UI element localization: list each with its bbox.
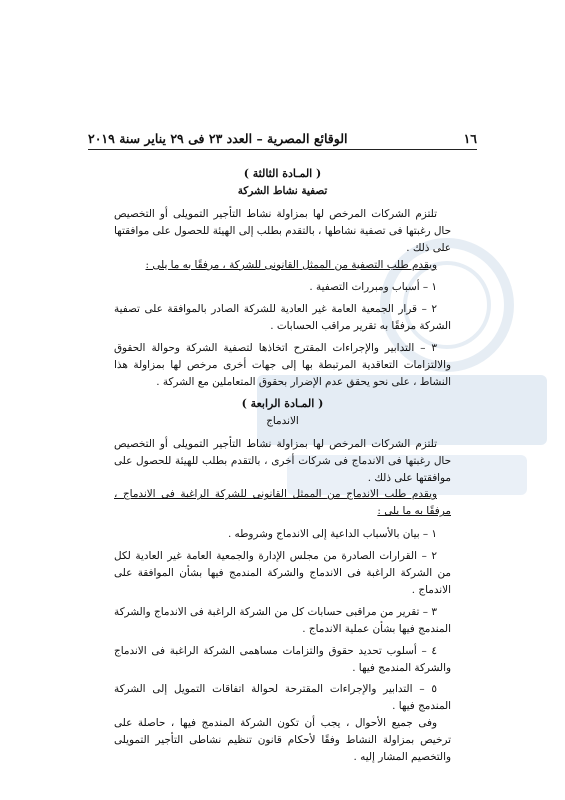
article-3-item-2: ٢ – قرار الجمعية العامة غير العادية للشركة الصادر بالموافقة على تصفية الشركة مرفقًا به تقرير مراقب الحسابات .	[114, 303, 451, 333]
article-3-subtitle: تصفية نشاط الشركة	[237, 184, 328, 197]
article-4-item-4: ٤ – أسلوب تحديد حقوق والتزامات مساهمى الشركة الراغبة فى الاندماج والشركة المندمج فيها .	[114, 644, 451, 674]
page-header	[88, 120, 477, 150]
page-body	[114, 166, 451, 772]
article-4-title: ( المـادة الرابعة )	[241, 396, 324, 410]
publication-title: الوقائع المصرية – العدد ٢٣ فى ٢٩ يناير سنة ٢٠١٩	[88, 131, 348, 146]
article-4-item-5: ٥ – التدابير والإجراءات المقترحة لحوالة اتفاقات التمويل إلى الشركة المندمج فيها .	[114, 683, 451, 713]
article-3-intro: تلتزم الشركات المرخص لها بمزاولة نشاط التأجير التمويلى أو التخصيص حال رغبتها فى تصفية نشاطها ، بالتقدم بطلب إلى الهيئة للحصول على موافقتها على ذلك .	[114, 207, 451, 254]
article-4-intro: تلتزم الشركات المرخص لها بمزاولة نشاط التأجير التمويلى أو التخصيص حال رغبتها فى الاندماج فى شركات أخرى ، بالتقدم بطلب للهيئة للحصول على موافقتها على ذلك .	[114, 437, 451, 484]
article-4-subtitle: الاندماج	[266, 414, 299, 427]
article-4-item-1: ١ – بيان بالأسباب الداعية إلى الاندماج وشروطه .	[227, 528, 437, 541]
article-4-item-3: ٣ – تقرير من مراقبى حسابات كل من الشركة الراغبة فى الاندماج والشركة المندمج فيها بشأن عملية الاندماج .	[114, 605, 451, 635]
article-3-item-3: ٣ – التدابير والإجراءات المقترح اتخاذها لتصفية الشركة وحوالة الحقوق والالتزامات التعاقدية المرتبطة بها إلى جهات أخرى مرخص لها بمزاولة هذا النشاط ، على نحو يحقق عدم الإضرار بحقوق المتعاملين مع الشركة .	[114, 342, 451, 388]
article-4-request-line: ويقدم طلب الاندماج من الممثل القانونى للشركة الراغبة فى الاندماج ، مرفقًا به ما يلى :	[114, 488, 451, 518]
page-number: ١٦	[463, 131, 477, 146]
article-3-request-line: ويقدم طلب التصفية من الممثل القانونى للشركة ، مرفقًا به ما يلى :	[145, 258, 437, 271]
article-3-item-1: ١ – أسباب ومبررات التصفية .	[309, 281, 437, 294]
article-4-item-2: ٢ – القرارات الصادرة من مجلس الإدارة والجمعية العامة غير العادية لكل من الشركة الراغبة فى الاندماج والشركة المندمج فيها بشأن الموافقة على الاندماج .	[114, 550, 451, 596]
article-4-closing: وفى جميع الأحوال ، يجب أن تكون الشركة المندمج فيها ، حاصلة على ترخيص بمزاولة النشاط وفقًا لأحكام قانون تنظيم نشاطى التأجير التمويلى والتخصيم المشار إليه .	[114, 717, 451, 764]
article-3-title: ( المـادة الثالثة )	[243, 167, 322, 180]
